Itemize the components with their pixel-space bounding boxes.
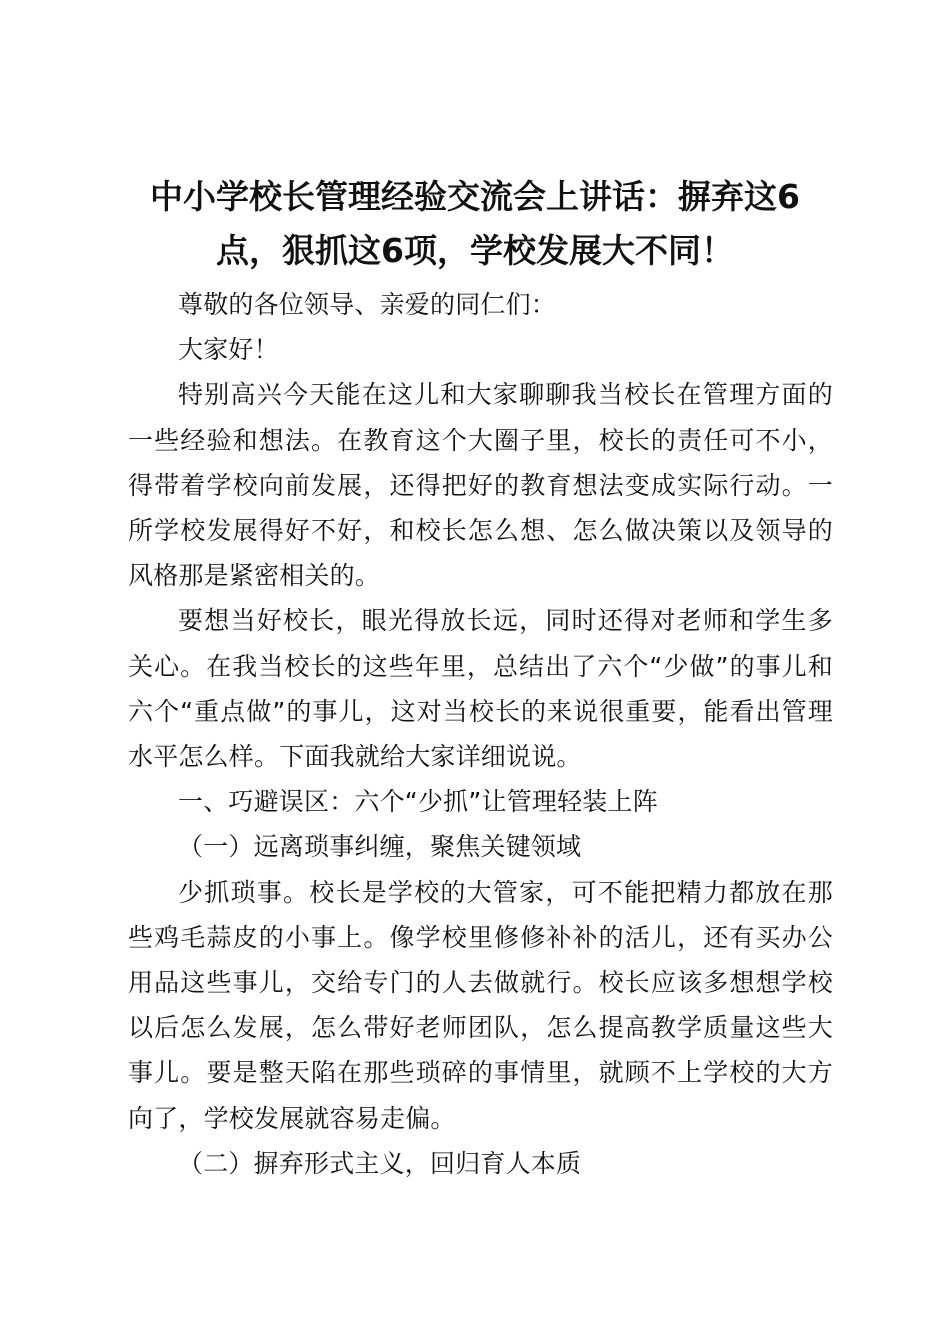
document-body (128, 282, 833, 1186)
subsection-heading-1: （一）远离琐事纠缠，聚焦关键领域 (178, 832, 582, 862)
intro-paragraph: 特别高兴今天能在这儿和大家聊聊我当校长在管理方面的一些经验和想法。在教育这个大圈子里，校长的责任可不小，得带着学校向前发展，还得把好的教育想法变成实际行动。一所学校发展得好不好，和校长怎么想、怎么做决策以及领导的风格那是紧密相关的。 (128, 380, 833, 591)
section-heading-1: 一、巧避误区：六个“少抓”让管理轻装上阵 (178, 787, 658, 817)
overview-paragraph: 要想当好校长，眼光得放长远，同时还得对老师和学生多关心。在我当校长的这些年里，总结出了六个“少做”的事儿和六个“重点做”的事儿，这对当校长的来说很重要，能看出管理水平怎么样。下面我就给大家详细说说。 (128, 606, 833, 772)
greeting-salutation: 尊敬的各位领导、亲爱的同仁们： (178, 290, 557, 319)
greeting-hello: 大家好！ (178, 335, 279, 365)
subsection-paragraph-1: 少抓琐事。校长是学校的大管家，可不能把精力都放在那些鸡毛蒜皮的小事上。像学校里修修补补的活儿，还有买办公用品这些事儿，交给专门的人去做就行。校长应该多想想学校以后怎么发展，怎么带好老师团队，怎么提高教学质量这些大事儿。要是整天陷在那些琐碎的事情里，就顾不上学校的大方向了，学校发展就容易走偏。 (128, 877, 833, 1133)
document-title: 中小学校长管理经验交流会上讲话：摒弃这6点，狠抓这6项，学校发展大不同！ (150, 177, 800, 270)
subsection-heading-2: （二）摒弃形式主义，回归育人本质 (178, 1148, 582, 1178)
